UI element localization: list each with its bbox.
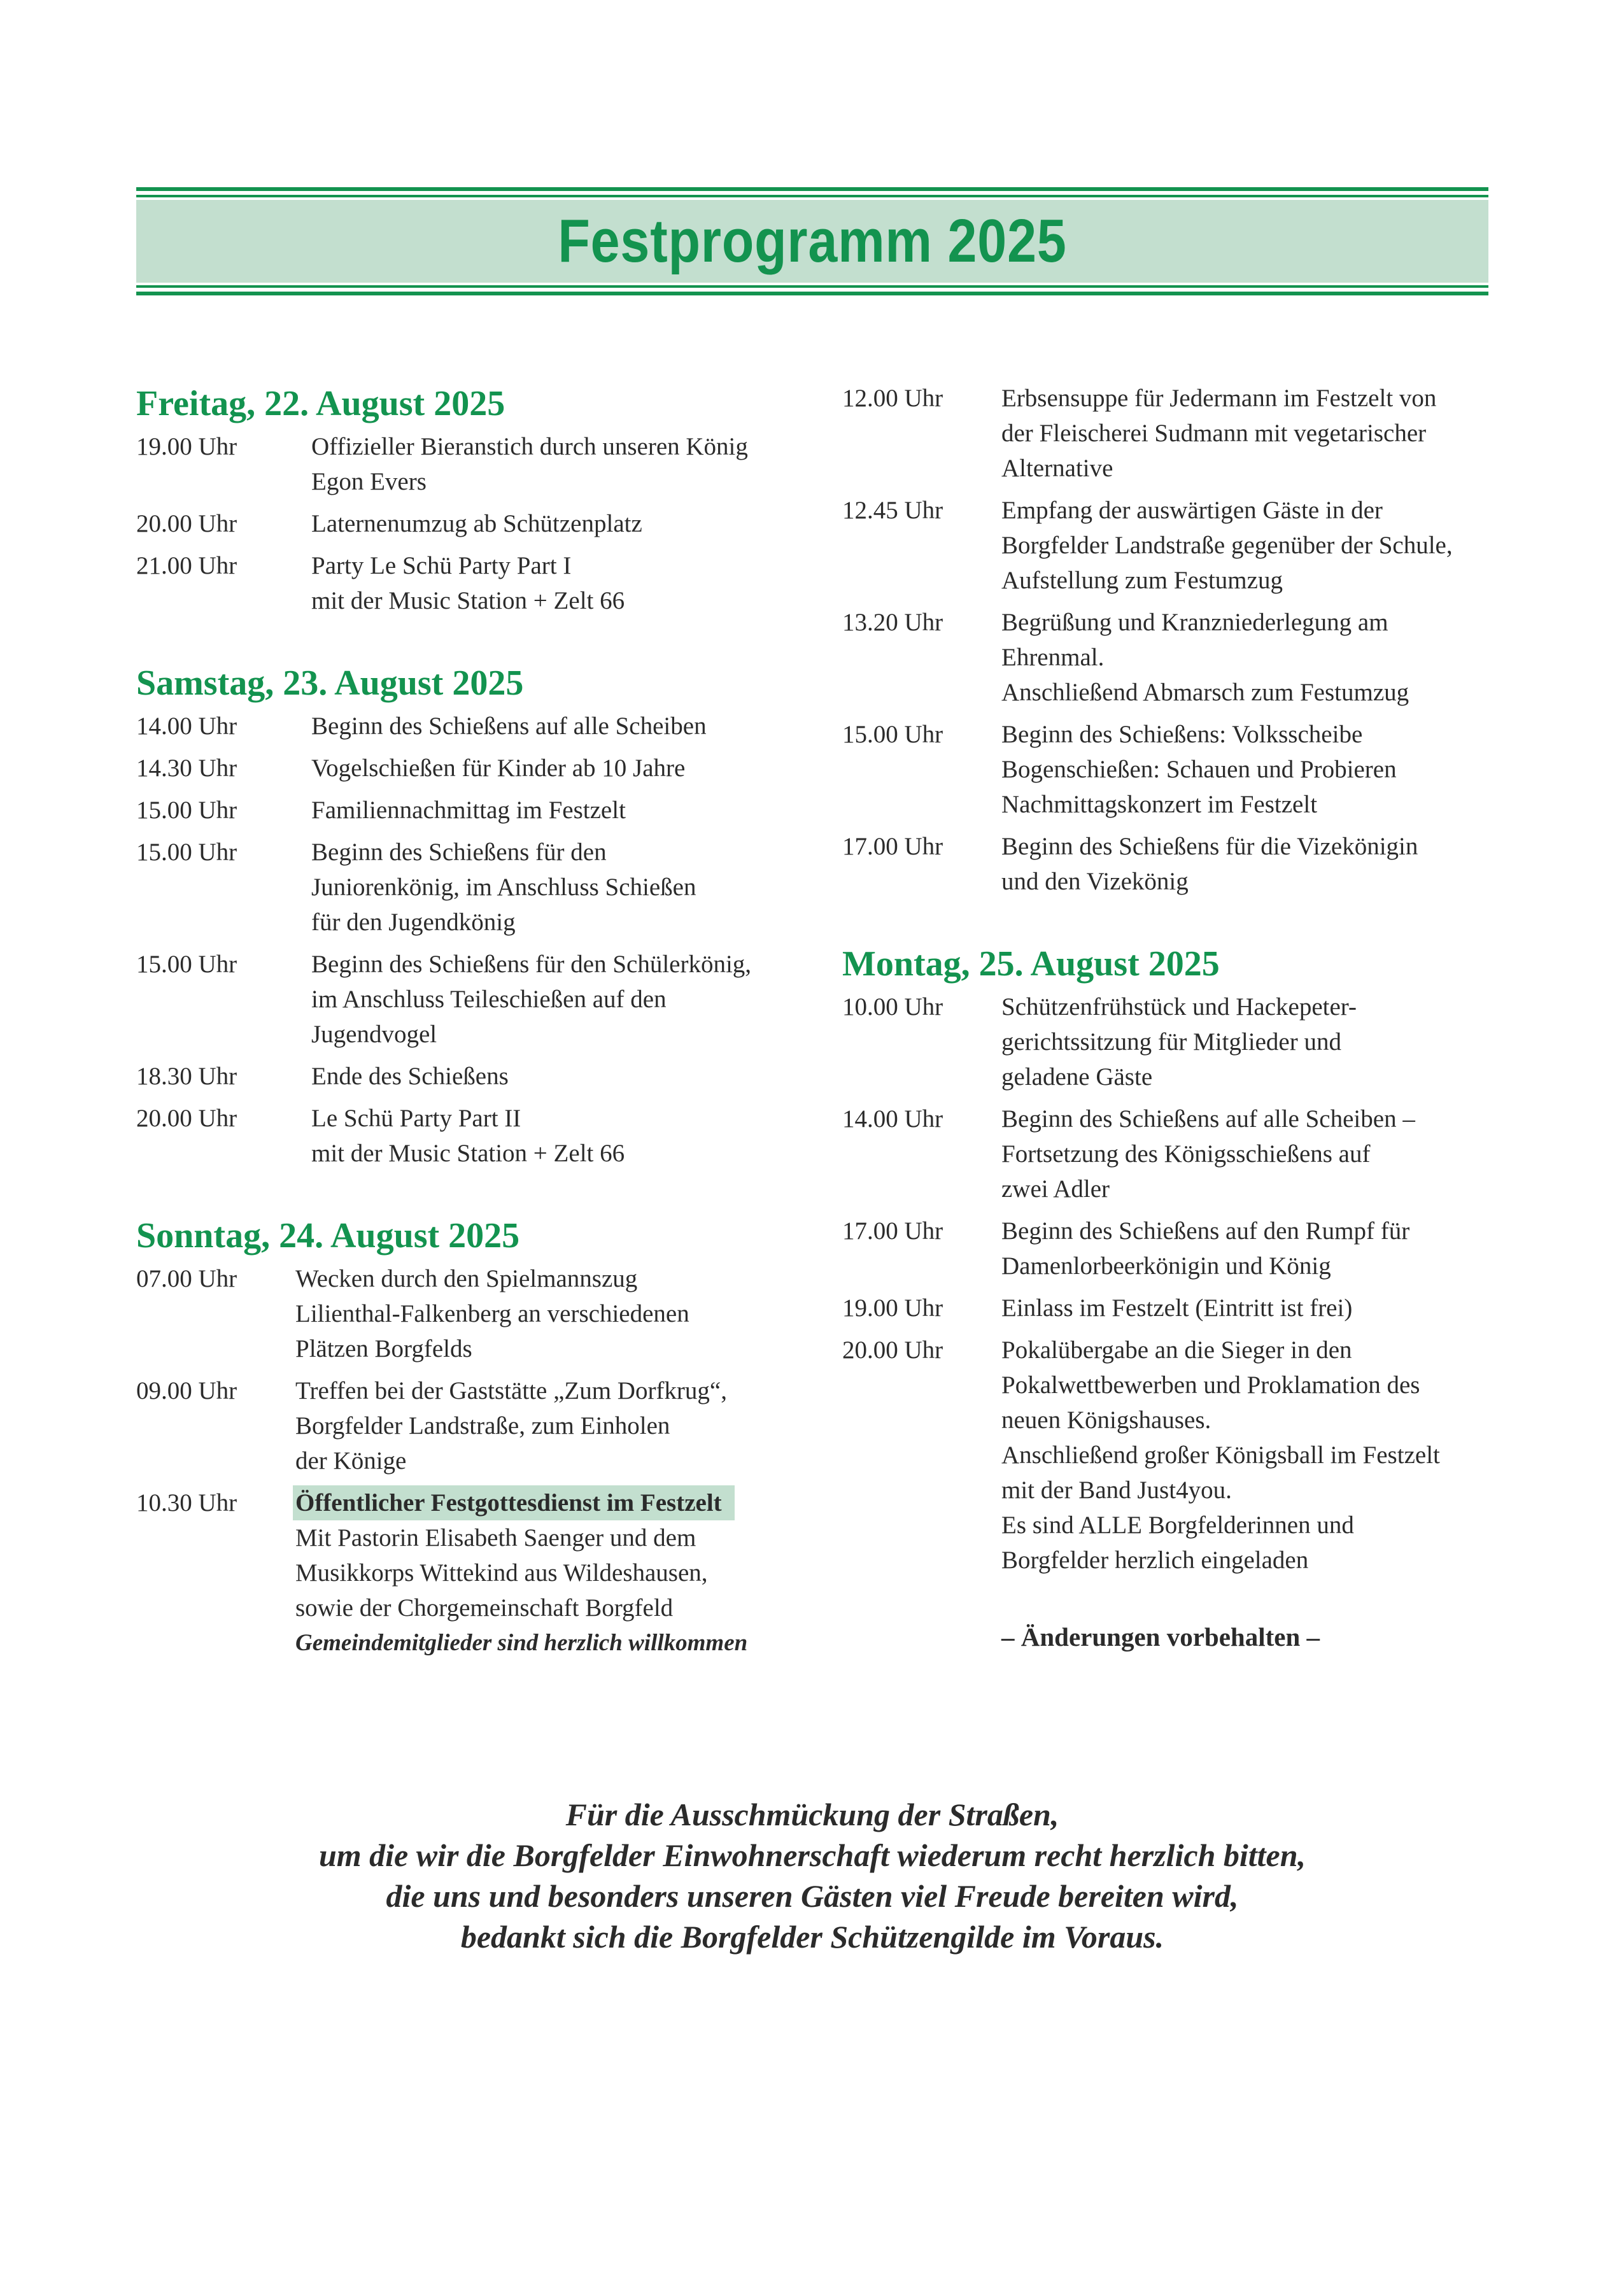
entry-line: Einlass im Festzelt (Eintritt ist frei) — [1001, 1294, 1353, 1322]
entry-line: gerichtssitzung für Mitglieder und — [1001, 1028, 1341, 1056]
entry-time: 15.00 Uhr — [136, 951, 237, 978]
right-column — [842, 381, 1498, 1655]
entry-line: Alternative — [1001, 455, 1113, 482]
entry-time: 18.30 Uhr — [136, 1063, 237, 1090]
schedule-entry — [136, 1373, 811, 1478]
schedule-entry — [842, 989, 1498, 1094]
schedule-entry — [136, 1261, 811, 1366]
entry-line: mit der Band Just4you. — [1001, 1476, 1232, 1504]
entry-time: 12.00 Uhr — [842, 385, 943, 412]
entry-line: Le Schü Party Part II — [311, 1105, 521, 1132]
entry-line: Wecken durch den Spielmannszug — [295, 1265, 638, 1292]
day-heading: Montag, 25. August 2025 — [842, 944, 1220, 984]
entry-line: Beginn des Schießens für die Vizekönigin — [1001, 833, 1418, 860]
day-heading: Samstag, 23. August 2025 — [136, 663, 524, 703]
entry-highlight-line — [295, 1485, 811, 1520]
entry-description — [1001, 1213, 1498, 1284]
entry-line: Empfang der auswärtigen Gäste in der — [1001, 497, 1383, 524]
highlighted-event: Öffentlicher Festgottesdienst im Festzelt — [293, 1485, 735, 1520]
entry-time: 17.00 Uhr — [842, 1217, 943, 1245]
schedule-entry — [842, 1213, 1498, 1284]
entry-line: Borgfelder herzlich eingeladen — [1001, 1546, 1309, 1574]
entry-description — [311, 506, 811, 541]
entry-line: Treffen bei der Gaststätte „Zum Dorfkrug“, — [295, 1377, 727, 1404]
entry-line: Nachmittagskonzert im Festzelt — [1001, 791, 1318, 818]
schedule-entry — [136, 506, 811, 541]
entry-description — [1001, 1291, 1498, 1326]
entry-time: 14.00 Uhr — [842, 1105, 943, 1133]
page-title: Festprogramm 2025 — [558, 207, 1067, 275]
entry-description — [1001, 1333, 1498, 1578]
entry-line: Anschließend großer Königsball im Festzelt — [1001, 1441, 1440, 1469]
entry-line: Erbsensuppe für Jedermann im Festzelt von — [1001, 385, 1437, 412]
day-section-samstag — [136, 660, 811, 1171]
schedule-entry — [842, 493, 1498, 598]
entry-time: 15.00 Uhr — [136, 796, 237, 824]
entry-description — [1001, 717, 1498, 822]
entry-line: Ehrenmal. — [1001, 644, 1105, 671]
entry-line: Offizieller Bieranstich durch unseren König — [311, 433, 748, 460]
entry-line: Pokalübergabe an die Sieger in den — [1001, 1336, 1352, 1364]
entry-time: 21.00 Uhr — [136, 552, 237, 579]
entry-line: Mit Pastorin Elisabeth Saenger und dem — [295, 1524, 696, 1552]
banner-rule-top — [136, 187, 1488, 191]
entry-description — [311, 835, 811, 940]
schedule-entry — [136, 1059, 811, 1094]
entry-time: 19.00 Uhr — [136, 433, 237, 460]
entry-time: 20.00 Uhr — [842, 1336, 943, 1364]
disclaimer: – Änderungen vorbehalten – — [1001, 1622, 1320, 1652]
schedule-entry — [842, 605, 1498, 710]
schedule-entry — [136, 429, 811, 499]
entry-line: mit der Music Station + Zelt 66 — [311, 587, 625, 614]
day-heading: Sonntag, 24. August 2025 — [136, 1216, 520, 1256]
entry-line: Beginn des Schießens für den — [311, 838, 607, 866]
entry-line: Familiennachmittag im Festzelt — [311, 796, 626, 824]
entry-description — [311, 429, 811, 499]
entry-line: Es sind ALLE Borgfelderinnen und — [1001, 1511, 1354, 1539]
entry-description — [311, 709, 811, 744]
entry-line: Party Le Schü Party Part I — [311, 552, 572, 579]
entry-line: Vogelschießen für Kinder ab 10 Jahre — [311, 754, 686, 782]
entry-time: 07.00 Uhr — [136, 1265, 237, 1292]
entry-line: geladene Gäste — [1001, 1063, 1153, 1091]
entry-description — [311, 947, 811, 1052]
entry-time: 20.00 Uhr — [136, 510, 237, 537]
entry-description — [311, 1101, 811, 1171]
entry-line: Laternenumzug ab Schützenplatz — [311, 510, 642, 537]
schedule-entry — [136, 1485, 811, 1660]
day-heading: Freitag, 22. August 2025 — [136, 384, 505, 423]
entry-line: Schützenfrühstück und Hackepeter- — [1001, 993, 1357, 1021]
schedule-entry — [842, 381, 1498, 486]
entry-description — [1001, 829, 1498, 899]
entry-line: für den Jugendkönig — [311, 909, 516, 936]
entry-time: 14.00 Uhr — [136, 712, 237, 740]
entry-line: im Anschluss Teileschießen auf den — [311, 986, 667, 1013]
left-column — [136, 381, 811, 1702]
schedule-entry — [136, 1101, 811, 1171]
entry-line: Egon Evers — [311, 468, 427, 495]
schedule-entry — [136, 835, 811, 940]
schedule-entry — [136, 548, 811, 618]
schedule-entry — [136, 751, 811, 786]
footer-line: die uns und besonders unseren Gästen viel Freude bereiten wird, — [386, 1878, 1239, 1914]
day-section-montag — [842, 941, 1498, 1578]
schedule-entry — [842, 717, 1498, 822]
entry-description — [311, 793, 811, 828]
entry-line: Lilienthal-Falkenberg an verschiedenen — [295, 1300, 689, 1327]
entry-time: 14.30 Uhr — [136, 754, 237, 782]
entry-description — [1001, 381, 1498, 486]
entry-time: 19.00 Uhr — [842, 1294, 943, 1322]
entry-line: sowie der Chorgemeinschaft Borgfeld — [295, 1594, 674, 1622]
entry-description — [1001, 1101, 1498, 1206]
entry-description — [1001, 605, 1498, 710]
entry-time: 17.00 Uhr — [842, 833, 943, 860]
schedule-entry — [842, 1333, 1498, 1578]
entry-line: der Fleischerei Sudmann mit vegetarischer — [1001, 420, 1427, 447]
entry-time: 15.00 Uhr — [136, 838, 237, 866]
entry-line: Beginn des Schießens auf alle Scheiben – — [1001, 1105, 1415, 1133]
entry-line: Aufstellung zum Festumzug — [1001, 567, 1283, 594]
entry-description — [295, 1373, 811, 1478]
entry-time: 09.00 Uhr — [136, 1377, 237, 1404]
footer-note — [136, 1794, 1488, 1957]
entry-time: 20.00 Uhr — [136, 1105, 237, 1132]
entry-line: Plätzen Borgfelds — [295, 1335, 472, 1362]
entry-description — [311, 548, 811, 618]
schedule-entry — [136, 947, 811, 1052]
entry-description — [1001, 493, 1498, 598]
entry-line: Borgfelder Landstraße gegenüber der Schule, — [1001, 532, 1453, 559]
entry-line: mit der Music Station + Zelt 66 — [311, 1140, 625, 1167]
entry-line: und den Vizekönig — [1001, 868, 1189, 895]
day-section-sonntag-continued — [842, 381, 1498, 899]
schedule-entry — [136, 793, 811, 828]
entry-line: Bogenschießen: Schauen und Probieren — [1001, 756, 1397, 783]
entry-description — [311, 751, 811, 786]
entry-line: Ende des Schießens — [311, 1063, 509, 1090]
schedule-entry — [136, 709, 811, 744]
entry-line: Borgfelder Landstraße, zum Einholen — [295, 1412, 670, 1440]
footer-line: bedankt sich die Borgfelder Schützengilde im Voraus. — [460, 1919, 1164, 1955]
entry-line: zwei Adler — [1001, 1175, 1110, 1203]
entry-line: Beginn des Schießens auf alle Scheiben — [311, 712, 707, 740]
entry-line: Beginn des Schießens auf den Rumpf für — [1001, 1217, 1410, 1245]
entry-line: Damenlorbeerkönigin und König — [1001, 1252, 1331, 1280]
schedule-entry — [842, 1101, 1498, 1206]
entry-note: Gemeindemitglieder sind herzlich willkommen — [295, 1630, 748, 1656]
entry-line: Beginn des Schießens: Volksscheibe — [1001, 721, 1363, 748]
entry-line: Pokalwettbewerben und Proklamation des — [1001, 1371, 1420, 1399]
banner-rule-bottom — [136, 292, 1488, 295]
entry-description — [295, 1485, 811, 1660]
entry-time: 13.20 Uhr — [842, 609, 943, 636]
entry-line: Anschließend Abmarsch zum Festumzug — [1001, 679, 1409, 706]
entry-line: der Könige — [295, 1447, 407, 1475]
banner-rule-bottom-thin — [136, 285, 1488, 288]
footer-line: Für die Ausschmückung der Straßen, — [565, 1797, 1059, 1832]
entry-time: 12.45 Uhr — [842, 497, 943, 524]
footer-line: um die wir die Borgfelder Einwohnerschaft wiederum recht herzlich bitten, — [318, 1837, 1306, 1873]
entry-description — [1001, 989, 1498, 1094]
entry-line: Beginn des Schießens für den Schülerkönig, — [311, 951, 752, 978]
schedule-entry — [842, 1291, 1498, 1326]
day-section-freitag — [136, 381, 811, 618]
entry-time: 10.00 Uhr — [842, 993, 943, 1021]
entry-line: Musikkorps Wittekind aus Wildeshausen, — [295, 1559, 708, 1587]
entry-line: Juniorenkönig, im Anschluss Schießen — [311, 874, 696, 901]
entry-description — [295, 1261, 811, 1366]
entry-line: neuen Königshauses. — [1001, 1406, 1211, 1434]
schedule-entry — [842, 829, 1498, 899]
title-banner — [136, 187, 1488, 299]
entry-line: Jugendvogel — [311, 1021, 437, 1048]
entry-line: Begrüßung und Kranzniederlegung am — [1001, 609, 1388, 636]
day-section-sonntag — [136, 1213, 811, 1660]
entry-description — [311, 1059, 811, 1094]
entry-time: 10.30 Uhr — [136, 1489, 237, 1517]
entry-time: 15.00 Uhr — [842, 721, 943, 748]
entry-line: Fortsetzung des Königsschießens auf — [1001, 1140, 1371, 1168]
banner-rule-top-thin — [136, 195, 1488, 197]
